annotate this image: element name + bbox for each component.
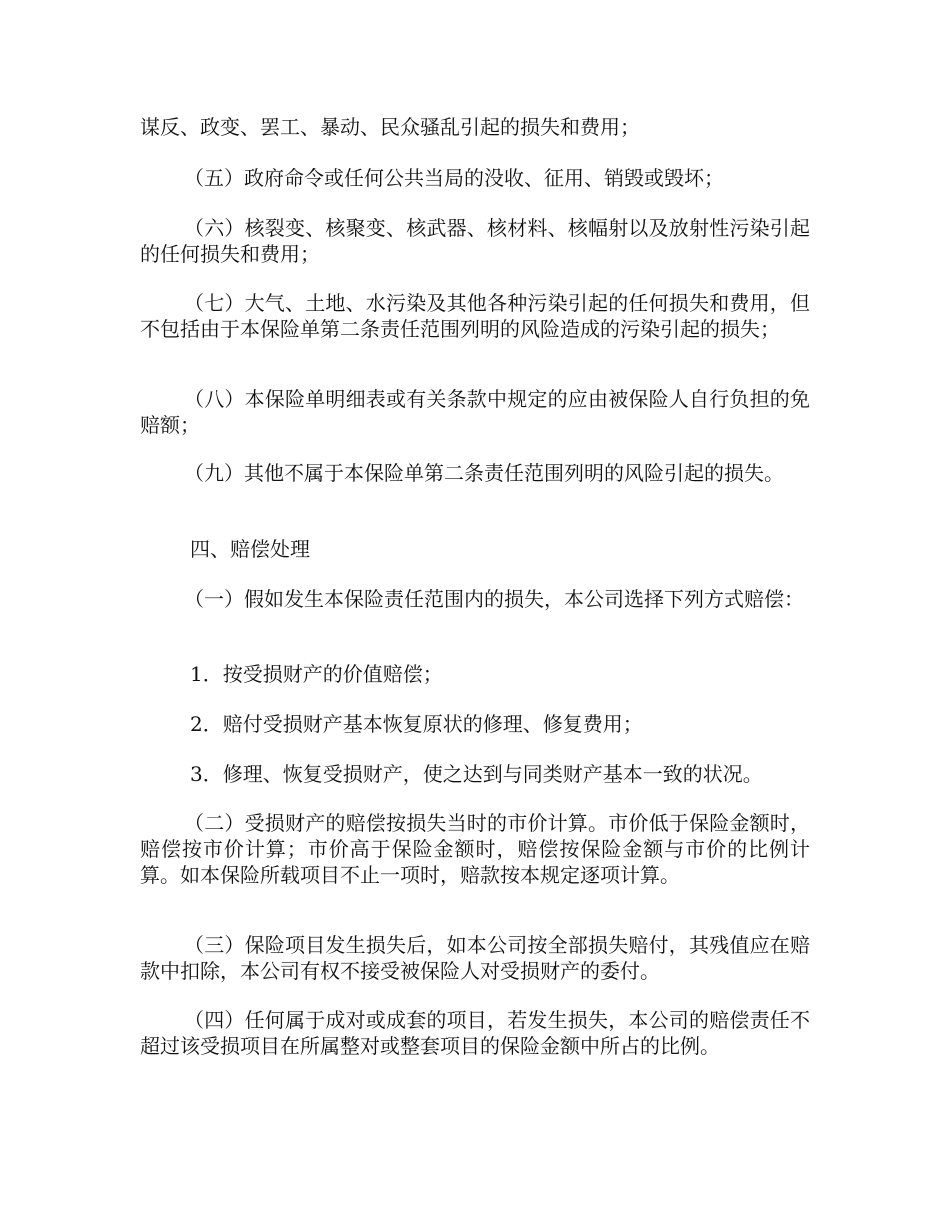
paragraph-compensation-2: （二）受损财产的赔偿按损失当时的市价计算。市价低于保险金额时，赔偿按市价计算；市价高于保险金额时，赔偿按保险金额与市价的比例计算。如本保险所载项目不止一项时，赔款按本规定逐项计算。 xyxy=(140,811,810,887)
paragraph-exclusion-7: （七）大气、土地、水污染及其他各种污染引起的任何损失和费用，但不包括由于本保险单第二条责任范围列明的风险造成的污染引起的损失； xyxy=(140,291,810,341)
paragraph-exclusion-8: （八）本保险单明细表或有关条款中规定的应由被保险人自行负担的免赔额； xyxy=(140,387,810,437)
section-heading-compensation: 四、赔偿处理 xyxy=(190,537,310,561)
paragraph-compensation-3: （三）保险项目发生损失后，如本公司按全部损失赔付，其残值应在赔款中扣除，本公司有权不接受被保险人对受损财产的委付。 xyxy=(140,933,810,983)
paragraph-exclusion-riot: 谋反、政变、罢工、暴动、民众骚乱引起的损失和费用； xyxy=(140,115,640,139)
paragraph-compensation-1: （一）假如发生本保险责任范围内的损失，本公司选择下列方式赔偿： xyxy=(184,587,804,611)
paragraph-exclusion-5: （五）政府命令或任何公共当局的没收、征用、销毁或毁坏； xyxy=(184,166,724,190)
paragraph-exclusion-6: （六）核裂变、核聚变、核武器、核材料、核幅射以及放射性污染引起的任何损失和费用； xyxy=(140,216,810,266)
paragraph-compensation-4: （四）任何属于成对或成套的项目，若发生损失，本公司的赔偿责任不超过该受损项目在所属整对或整套项目的保险金额中所占的比例。 xyxy=(140,1008,810,1058)
list-item-compensation-method-1: 1．按受损财产的价值赔偿； xyxy=(190,662,443,686)
paragraph-exclusion-9: （九）其他不属于本保险单第二条责任范围列明的风险引起的损失。 xyxy=(184,461,784,485)
list-item-compensation-method-2: 2．赔付受损财产基本恢复原状的修理、修复费用； xyxy=(190,712,643,736)
list-item-compensation-method-3: 3．修理、恢复受损财产，使之达到与同类财产基本一致的状况。 xyxy=(190,762,763,786)
